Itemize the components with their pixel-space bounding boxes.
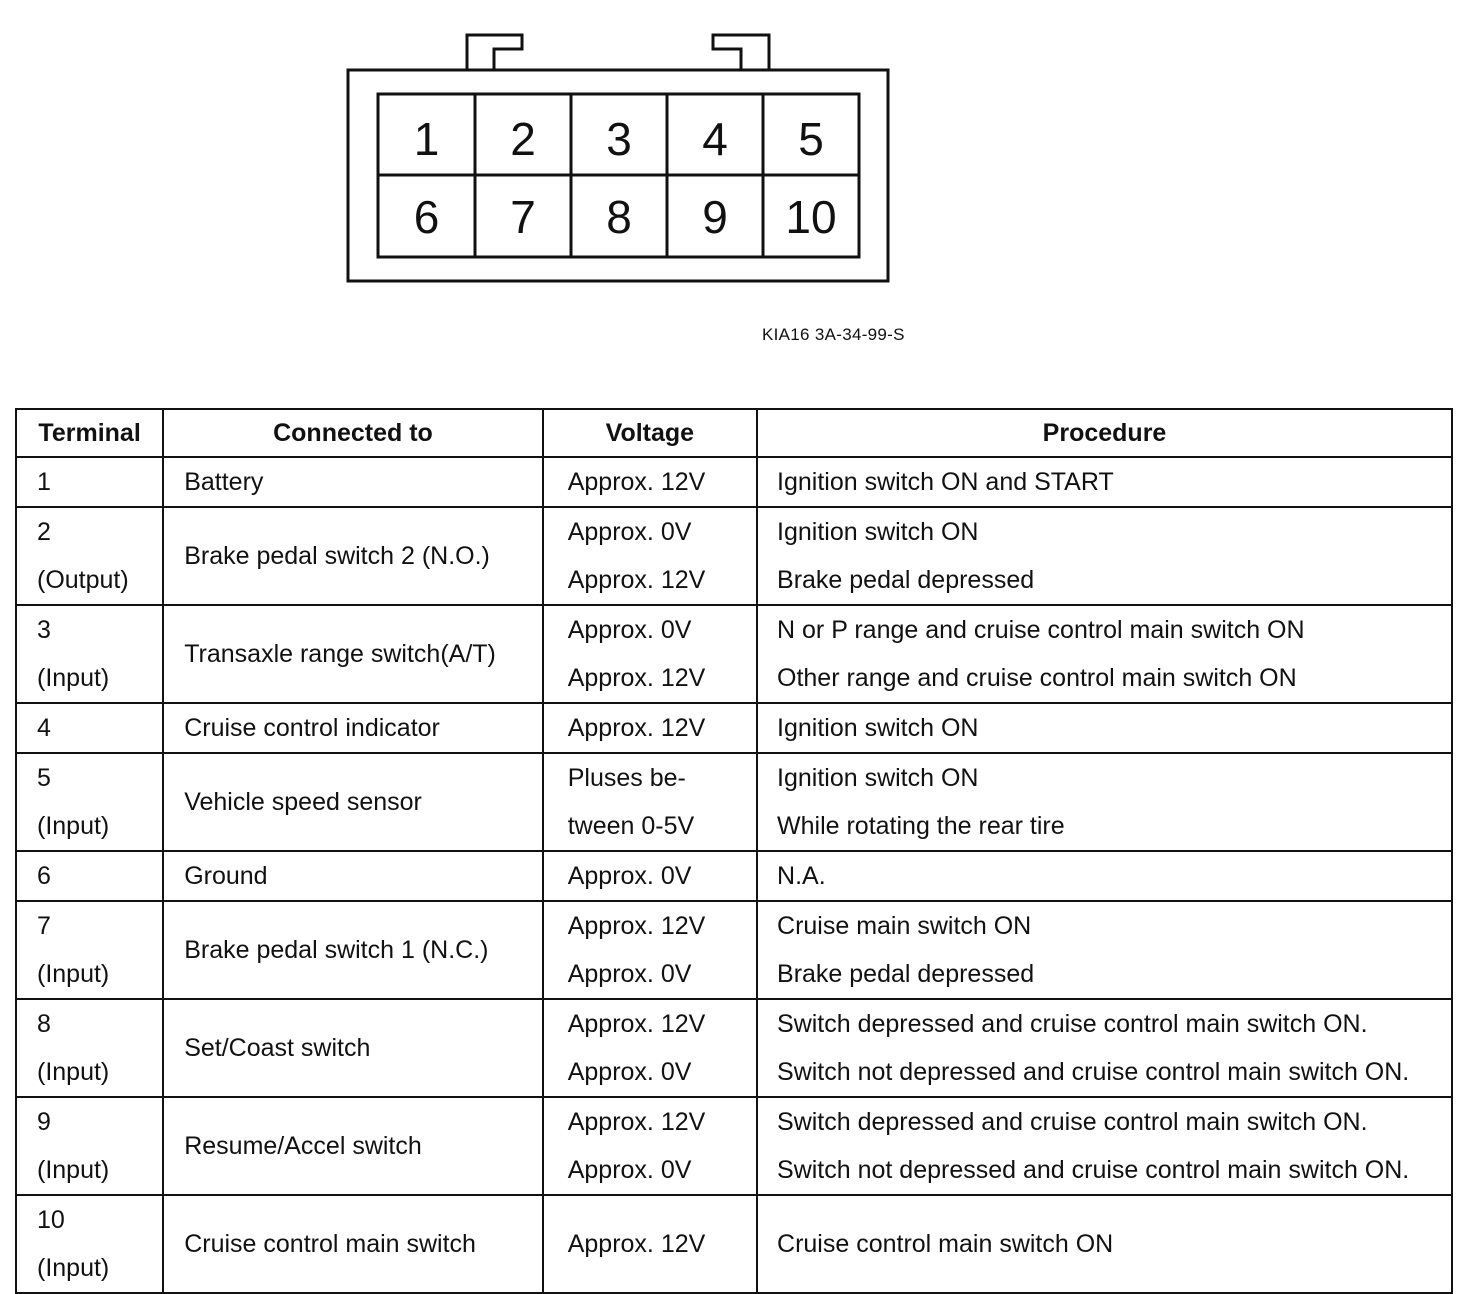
header-connected-to: Connected to — [163, 409, 543, 457]
procedure-cell-line: N.A. — [777, 862, 826, 890]
table-row — [16, 753, 1452, 851]
pin-label: 4 — [702, 113, 728, 165]
table-row — [16, 851, 1452, 901]
voltage-cell-line: Approx. 0V — [567, 862, 692, 890]
connected-to-cell: Brake pedal switch 2 (N.O.) — [163, 507, 543, 605]
pin-label: 5 — [798, 113, 824, 165]
procedure-cell-line: Switch depressed and cruise control main switch ON. — [777, 1010, 1368, 1038]
table-row — [16, 605, 1452, 703]
terminal-cell — [16, 605, 163, 703]
voltage-cell-line: Approx. 0V — [567, 1058, 692, 1086]
voltage-cell-line: Approx. 0V — [567, 616, 692, 644]
pin-label: 2 — [510, 113, 536, 165]
table-row — [16, 703, 1452, 753]
terminal-cell-line: (Input) — [37, 1058, 110, 1086]
terminal-table — [15, 408, 1453, 1294]
voltage-cell — [543, 507, 757, 605]
terminal-cell-line: 5 — [37, 764, 51, 792]
pin-label: 3 — [606, 113, 632, 165]
table-row — [16, 901, 1452, 999]
header-procedure: Procedure — [757, 409, 1452, 457]
voltage-cell-line: Approx. 12V — [567, 912, 706, 940]
table-row — [16, 1097, 1452, 1195]
voltage-cell-line: Approx. 0V — [567, 518, 692, 546]
terminal-cell — [16, 457, 163, 507]
terminal-cell-line: (Input) — [37, 812, 110, 840]
procedure-cell — [757, 507, 1452, 605]
pin-label: 9 — [702, 191, 728, 243]
pin-label: 1 — [413, 113, 440, 165]
procedure-cell-line: Ignition switch ON and START — [777, 468, 1114, 496]
procedure-cell — [757, 703, 1452, 753]
terminal-cell — [16, 753, 163, 851]
table-row — [16, 1195, 1452, 1293]
terminal-cell-line: 7 — [37, 912, 51, 940]
connected-to-cell: Brake pedal switch 1 (N.C.) — [163, 901, 543, 999]
voltage-cell — [543, 901, 757, 999]
procedure-cell — [757, 1097, 1452, 1195]
terminal-cell-line: 10 — [37, 1206, 65, 1234]
connected-to-cell: Cruise control main switch — [163, 1195, 543, 1293]
procedure-cell — [757, 753, 1452, 851]
procedure-cell-line: Brake pedal depressed — [777, 566, 1035, 594]
pin-label: 8 — [606, 191, 632, 243]
connector-diagram — [0, 0, 1472, 300]
procedure-cell — [757, 851, 1452, 901]
pin-label: 10 — [785, 191, 837, 243]
procedure-cell-line: Cruise main switch ON — [777, 912, 1032, 940]
procedure-cell-line: Switch not depressed and cruise control main switch ON. — [777, 1156, 1410, 1184]
terminal-cell-line: 2 — [37, 518, 51, 546]
figure-code: KIA16 3A-34-99-S — [762, 325, 905, 344]
voltage-cell-line: Approx. 12V — [567, 1108, 706, 1136]
connected-to-cell: Set/Coast switch — [163, 999, 543, 1097]
terminal-cell — [16, 851, 163, 901]
pin-label: 7 — [510, 191, 536, 243]
voltage-cell — [543, 999, 757, 1097]
procedure-cell-line: Brake pedal depressed — [777, 960, 1035, 988]
voltage-cell — [543, 851, 757, 901]
terminal-cell-line: (Output) — [37, 566, 129, 594]
voltage-cell-line: Pluses be- — [567, 764, 686, 792]
procedure-cell-line: Switch depressed and cruise control main switch ON. — [777, 1108, 1368, 1136]
left-locking-tab — [467, 35, 522, 70]
voltage-cell — [543, 703, 757, 753]
terminal-cell-line: 9 — [37, 1108, 51, 1136]
terminal-cell — [16, 507, 163, 605]
terminal-cell-line: (Input) — [37, 1254, 110, 1282]
terminal-cell — [16, 999, 163, 1097]
voltage-cell-line: Approx. 12V — [567, 664, 706, 692]
voltage-cell-line: Approx. 12V — [567, 1010, 706, 1038]
connected-to-cell: Transaxle range switch(A/T) — [163, 605, 543, 703]
connected-to-cell: Ground — [163, 851, 543, 901]
pin-label: 6 — [413, 191, 440, 243]
terminal-cell-line: (Input) — [37, 664, 110, 692]
voltage-cell — [543, 753, 757, 851]
voltage-cell — [543, 457, 757, 507]
connected-to-cell: Resume/Accel switch — [163, 1097, 543, 1195]
connected-to-cell: Vehicle speed sensor — [163, 753, 543, 851]
terminal-cell — [16, 1195, 163, 1293]
procedure-cell — [757, 1195, 1452, 1293]
voltage-cell-line: Approx. 0V — [567, 1156, 692, 1184]
terminal-cell — [16, 703, 163, 753]
voltage-cell-line: Approx. 12V — [567, 714, 706, 742]
terminal-cell-line: 8 — [37, 1010, 51, 1038]
voltage-cell-line: Approx. 12V — [567, 1230, 706, 1258]
procedure-cell-line: While rotating the rear tire — [777, 812, 1065, 840]
procedure-cell-line: Ignition switch ON — [777, 714, 979, 742]
procedure-cell-line: N or P range and cruise control main switch ON — [777, 616, 1305, 644]
voltage-cell-line: Approx. 0V — [567, 960, 692, 988]
header-voltage: Voltage — [543, 409, 757, 457]
procedure-cell — [757, 999, 1452, 1097]
connected-to-cell: Battery — [163, 457, 543, 507]
voltage-cell — [543, 1195, 757, 1293]
voltage-cell-line: Approx. 12V — [567, 566, 706, 594]
terminal-cell-line: 1 — [37, 468, 51, 496]
voltage-cell — [543, 605, 757, 703]
terminal-cell — [16, 901, 163, 999]
voltage-cell-line: tween 0-5V — [567, 812, 695, 840]
terminal-cell-line: 4 — [37, 714, 51, 742]
procedure-cell-line: Other range and cruise control main switch ON — [777, 664, 1297, 692]
table-row — [16, 999, 1452, 1097]
table-header-row — [16, 409, 1452, 457]
terminal-cell-line: 3 — [37, 616, 51, 644]
terminal-cell — [16, 1097, 163, 1195]
terminal-cell-line: 6 — [37, 862, 51, 890]
procedure-cell-line: Switch not depressed and cruise control main switch ON. — [777, 1058, 1410, 1086]
table-row — [16, 507, 1452, 605]
voltage-cell-line: Approx. 12V — [567, 468, 706, 496]
procedure-cell-line: Ignition switch ON — [777, 764, 979, 792]
procedure-cell-line: Cruise control main switch ON — [777, 1230, 1114, 1258]
right-locking-tab — [713, 35, 769, 70]
voltage-cell — [543, 1097, 757, 1195]
terminal-cell-line: (Input) — [37, 960, 110, 988]
procedure-cell — [757, 901, 1452, 999]
terminal-cell-line: (Input) — [37, 1156, 110, 1184]
procedure-cell-line: Ignition switch ON — [777, 518, 979, 546]
table-row — [16, 457, 1452, 507]
procedure-cell — [757, 605, 1452, 703]
connected-to-cell: Cruise control indicator — [163, 703, 543, 753]
procedure-cell — [757, 457, 1452, 507]
header-terminal: Terminal — [16, 409, 163, 457]
